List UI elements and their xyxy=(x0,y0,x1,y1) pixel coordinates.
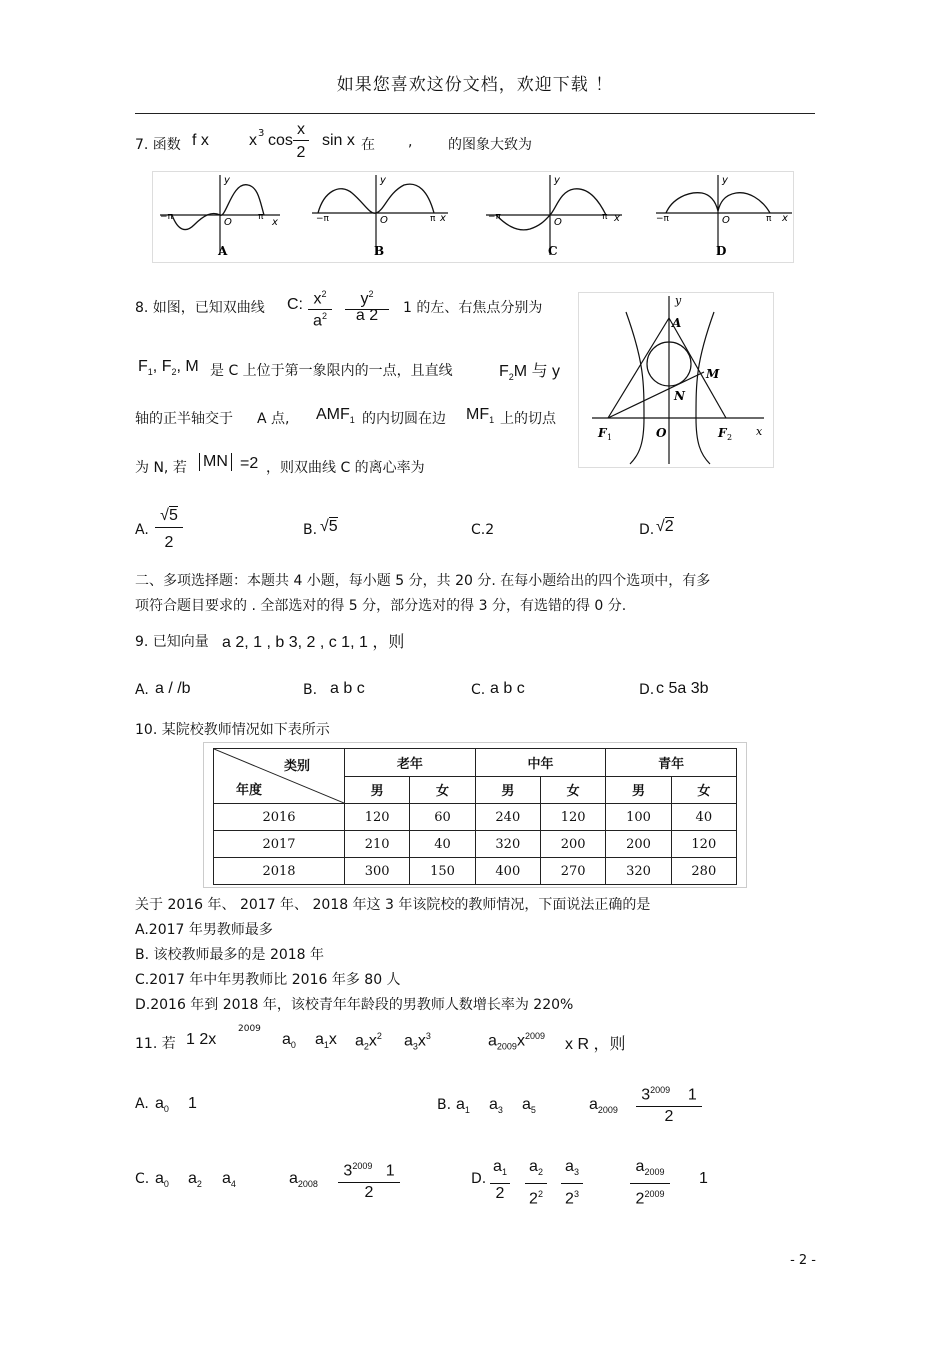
section2-line1: 二、多项选择题：本题共 4 小题，每小题 5 分，共 20 分. 在每小题给出的四个选项中，有多 xyxy=(135,573,711,589)
q11-a3x3: $a_3x^3$ xyxy=(404,1031,431,1052)
graph-b-o: O xyxy=(380,215,388,226)
page-number: - 2 - xyxy=(790,1253,816,1268)
graph-d-label: D xyxy=(716,244,727,258)
q11-opt-c-label: C. xyxy=(135,1171,150,1187)
q8-line4-a: 为 N, 若 xyxy=(135,460,187,476)
table-sub-0: 男 xyxy=(345,776,410,804)
table-cell: 400 xyxy=(475,858,540,885)
q8-opt-d-val: √2 xyxy=(656,518,674,535)
q8-line1-prefix: 8. 如图，已知双曲线 xyxy=(135,300,265,316)
q7-sup3: 3 xyxy=(258,128,265,139)
q7-number: 7. 函数 xyxy=(135,137,181,153)
q7-zai: 在 xyxy=(361,137,375,153)
q7-comma: , xyxy=(408,134,413,150)
q9-opt-b: a b c xyxy=(330,680,365,697)
q11-a2009x: $a_{2009}x^{2009}$ xyxy=(488,1031,545,1052)
q7-graphs xyxy=(152,171,794,263)
table-row xyxy=(214,858,737,885)
q7-x: x xyxy=(249,132,257,149)
q11-opt-b-den: 2 xyxy=(664,1108,674,1125)
q10-opt-c: C.2017 年中年男教师比 2016 年多 80 人 xyxy=(135,972,401,988)
q11-opt-d-f2-den: $2^2$ xyxy=(529,1189,543,1208)
q11-opt-d-f3-num: $a_3$ xyxy=(561,1156,583,1184)
graph-b-y: y xyxy=(380,175,386,186)
table-cell: 120 xyxy=(540,804,605,831)
q11-opt-a-label: A. xyxy=(135,1096,149,1112)
table-cell: 40 xyxy=(410,831,475,858)
graph-b xyxy=(312,175,448,258)
graph-d-pospi: π xyxy=(766,214,772,224)
graph-c-curve xyxy=(496,189,606,230)
q8-opt-b-val: √5 xyxy=(320,518,338,535)
q8-opt-a-den: 2 xyxy=(164,534,174,551)
table-cell: 200 xyxy=(540,831,605,858)
q11-opt-d-label: D. xyxy=(471,1171,487,1187)
fig8-f1-sub: 1 xyxy=(607,433,613,442)
graph-a-x: x xyxy=(272,217,278,228)
q11-opt-c-num: $3^{2009}$ 1 xyxy=(338,1155,400,1183)
q10-text: 10. 某院校教师情况如下表所示 xyxy=(135,722,330,738)
q11-opt-d-f3-den: $2^3$ xyxy=(565,1189,579,1208)
fig8-o: O xyxy=(656,426,667,440)
q8-y: y xyxy=(360,290,369,308)
fig8-m: M xyxy=(706,367,720,381)
table-cell: 320 xyxy=(475,831,540,858)
table-sub-4: 男 xyxy=(606,776,671,804)
q8-line3-mid: 的内切圆在边 xyxy=(362,411,446,427)
q7-fx: f x xyxy=(192,132,209,149)
q11-opt-c-a4: $a_4$ xyxy=(222,1170,236,1190)
graph-b-negpi: −π xyxy=(316,214,329,224)
q11-opt-a-val: 1 xyxy=(188,1095,197,1112)
q8-a-2-den: a 2 xyxy=(355,307,379,324)
section2-line2: 项符合题目要求的 . 全部选对的得 5 分，部分选对的得 3 分，有选错的得 0 分. xyxy=(135,598,627,614)
q8-line3-a: A 点, xyxy=(257,411,290,427)
header-rule xyxy=(135,113,815,114)
q9-opt-d-label: D. xyxy=(639,682,655,698)
graph-a-y: y xyxy=(224,175,230,186)
q11-opt-d-f1-num: $a_1$ xyxy=(490,1156,510,1184)
q11-opt-b-a2009: $a_{2009}$ xyxy=(589,1096,618,1116)
q7-cos: cos xyxy=(268,132,293,149)
q11-opt-d-val: 1 xyxy=(699,1170,708,1187)
table-year: 2018 xyxy=(214,858,345,885)
table-row xyxy=(214,804,737,831)
q11-opt-d-f4-den: $2^{2009}$ xyxy=(635,1189,665,1208)
q8-opt-c-label: C.2 xyxy=(471,522,495,538)
q11-a0: $a_0$ xyxy=(282,1031,296,1051)
graph-d xyxy=(656,175,792,258)
table-cell: 120 xyxy=(345,804,410,831)
q10-opt-a: A.2017 年男教师最多 xyxy=(135,922,273,938)
table-sub-5: 女 xyxy=(671,776,736,804)
q8-line4-end: ，则双曲线 C 的离心率为 xyxy=(266,460,425,476)
graph-b-x: x xyxy=(440,213,446,224)
q8-a: a xyxy=(313,312,322,330)
page-header: 如果您喜欢这份文档，欢迎下载 ！ xyxy=(336,75,614,95)
graph-a xyxy=(160,175,280,258)
table-sub-3: 女 xyxy=(540,776,605,804)
fig8-f2: F xyxy=(718,426,727,440)
q8-figure xyxy=(578,292,774,468)
q11-opt-b-label: B. xyxy=(437,1097,452,1113)
q11-tail: x R ，则 xyxy=(565,1036,626,1053)
graph-c-label: C xyxy=(548,244,558,258)
fig8-a: A xyxy=(672,316,682,330)
graph-c-o: O xyxy=(554,217,562,228)
graph-d-negpi: −π xyxy=(656,214,669,224)
q11-opt-b-a5: $a_5$ xyxy=(522,1096,536,1116)
q8-x-sup: 2 xyxy=(321,289,327,299)
q8-opt-b-label: B. xyxy=(303,522,318,538)
q11-opt-a-expr: $a_0$ xyxy=(155,1095,169,1115)
fig8-f2-sub: 2 xyxy=(727,433,733,442)
q9-opt-c-label: C. xyxy=(471,682,486,698)
table-corner-diagonal xyxy=(214,749,344,803)
q8-line2-end: $F_2M$ 与 y xyxy=(499,363,561,383)
graph-c-negpi: −π xyxy=(488,212,501,222)
table-year: 2017 xyxy=(214,831,345,858)
table-group-old: 老年 xyxy=(345,749,476,777)
q9-opt-b-label: B. xyxy=(303,682,318,698)
q8-amf: $AMF_1$ xyxy=(316,406,355,426)
fig8-n: N xyxy=(674,389,685,403)
table-sub-2: 男 xyxy=(475,776,540,804)
graph-a-curve xyxy=(172,185,264,230)
q9-expr: a 2, 1 , b 3, 2 , c 1, 1 ，则 xyxy=(222,634,405,651)
graph-d-y: y xyxy=(722,175,728,186)
q7-frac-num: x xyxy=(293,120,309,141)
q11-exp: 2009 xyxy=(238,1024,261,1034)
q8-opt-a-num: √5 xyxy=(155,505,183,528)
q8-eq: =2 xyxy=(240,455,259,472)
table-cell: 200 xyxy=(606,831,671,858)
graph-a-label: A xyxy=(218,244,228,258)
q8-c-label: C: xyxy=(287,296,303,313)
q8-a-sup: 2 xyxy=(321,311,327,321)
table-cell: 210 xyxy=(345,831,410,858)
q9-opt-d: c 5a 3b xyxy=(656,680,709,697)
q9-opt-a: a / /b xyxy=(155,680,191,697)
table-cell: 120 xyxy=(671,831,736,858)
table-sub-1: 女 xyxy=(410,776,475,804)
q8-line3-text: 轴的正半轴交于 xyxy=(135,411,233,427)
graph-b-label: B xyxy=(374,244,385,258)
table-corner-bottom: 年度 xyxy=(236,783,263,798)
graph-d-x: x xyxy=(782,213,788,224)
q11-opt-c-a2: $a_2$ xyxy=(188,1170,202,1190)
table-corner-top: 类别 xyxy=(284,759,311,774)
fig8-f1: F xyxy=(598,426,607,440)
q10-table xyxy=(213,748,737,885)
q8-mf: $MF_1$ xyxy=(466,406,495,426)
q11-expr: 1 2x xyxy=(186,1031,217,1048)
table-cell: 40 xyxy=(671,804,736,831)
graph-a-o: O xyxy=(224,217,232,228)
q10-prompt: 关于 2016 年、 2017 年、 2018 年这 3 年该院校的教师情况，下面说法正确的是 xyxy=(135,897,651,913)
q11-opt-b-num: $3^{2009}$ 1 xyxy=(636,1079,702,1107)
q11-opt-d-f2-num: $a_2$ xyxy=(525,1156,547,1184)
fig8-y: y xyxy=(675,294,682,307)
q8-x: x xyxy=(313,290,322,308)
q8-line3-end: 上的切点 xyxy=(500,411,556,427)
table-year: 2016 xyxy=(214,804,345,831)
q11-a1x: $a_1x$ xyxy=(315,1031,337,1051)
q11-opt-c-a2008: $a_{2008}$ xyxy=(289,1170,318,1190)
fig8-right-branch xyxy=(696,312,714,464)
q7-tail: 的图象大致为 xyxy=(448,137,532,153)
table-cell: 100 xyxy=(606,804,671,831)
graph-c-x: x xyxy=(614,213,620,224)
q9-opt-a-label: A. xyxy=(135,682,149,698)
table-cell: 320 xyxy=(606,858,671,885)
q11-text: 11. 若 xyxy=(135,1036,176,1052)
q10-opt-b: B. 该校教师最多的是 2018 年 xyxy=(135,947,325,963)
q11-opt-d-f4-num: $a_{2009}$ xyxy=(630,1156,670,1184)
q8-f1f2m: $F_1$, $F_2$, M xyxy=(138,358,199,378)
q8-opt-a-label: A. xyxy=(135,522,149,538)
q10-opt-d: D.2016 年到 2018 年，该校青年年龄段的男教师人数增长率为 220% xyxy=(135,997,574,1013)
q7-frac-den: 2 xyxy=(296,144,306,161)
q11-opt-b-a3: $a_3$ xyxy=(489,1096,503,1116)
fig8-x: x xyxy=(756,425,763,438)
q8-mn-abs: MN xyxy=(199,453,232,471)
graph-a-negpi: −π xyxy=(160,212,173,222)
fig8-left-branch xyxy=(626,312,644,464)
table-corner xyxy=(214,749,345,804)
q11-a2x2: $a_2x^2$ xyxy=(355,1031,382,1052)
q8-a2-den xyxy=(308,306,332,331)
graph-c xyxy=(486,175,622,258)
table-cell: 150 xyxy=(410,858,475,885)
table-cell: 280 xyxy=(671,858,736,885)
table-cell: 270 xyxy=(540,858,605,885)
graph-a-pospi: π xyxy=(258,212,264,222)
table-cell: 60 xyxy=(410,804,475,831)
q11-opt-b-a1: $a_1$ xyxy=(456,1096,470,1116)
table-cell: 240 xyxy=(475,804,540,831)
q8-opt-d-label: D. xyxy=(639,522,655,538)
q8-line1-suffix: 1 的左、右焦点分别为 xyxy=(403,300,543,316)
q11-opt-c-a0: $a_0$ xyxy=(155,1170,169,1190)
q9-text: 9. 已知向量 xyxy=(135,634,209,650)
table-cell: 300 xyxy=(345,858,410,885)
table-row xyxy=(214,831,737,858)
graph-c-pospi: π xyxy=(602,212,608,222)
table-group-young: 青年 xyxy=(606,749,737,777)
q9-opt-c: a b c xyxy=(490,680,525,697)
graph-c-y: y xyxy=(554,175,560,186)
q8-y-sup: 2 xyxy=(368,289,374,299)
table-group-mid: 中年 xyxy=(475,749,606,777)
q11-opt-d-f1-den: 2 xyxy=(495,1185,505,1202)
q11-opt-c-den: 2 xyxy=(364,1184,374,1201)
graph-d-o: O xyxy=(722,215,730,226)
q8-line2-text: 是 C 上位于第一象限内的一点，且直线 xyxy=(210,363,453,379)
q7-sinx: sin x xyxy=(322,132,355,149)
graph-b-pospi: π xyxy=(430,214,436,224)
